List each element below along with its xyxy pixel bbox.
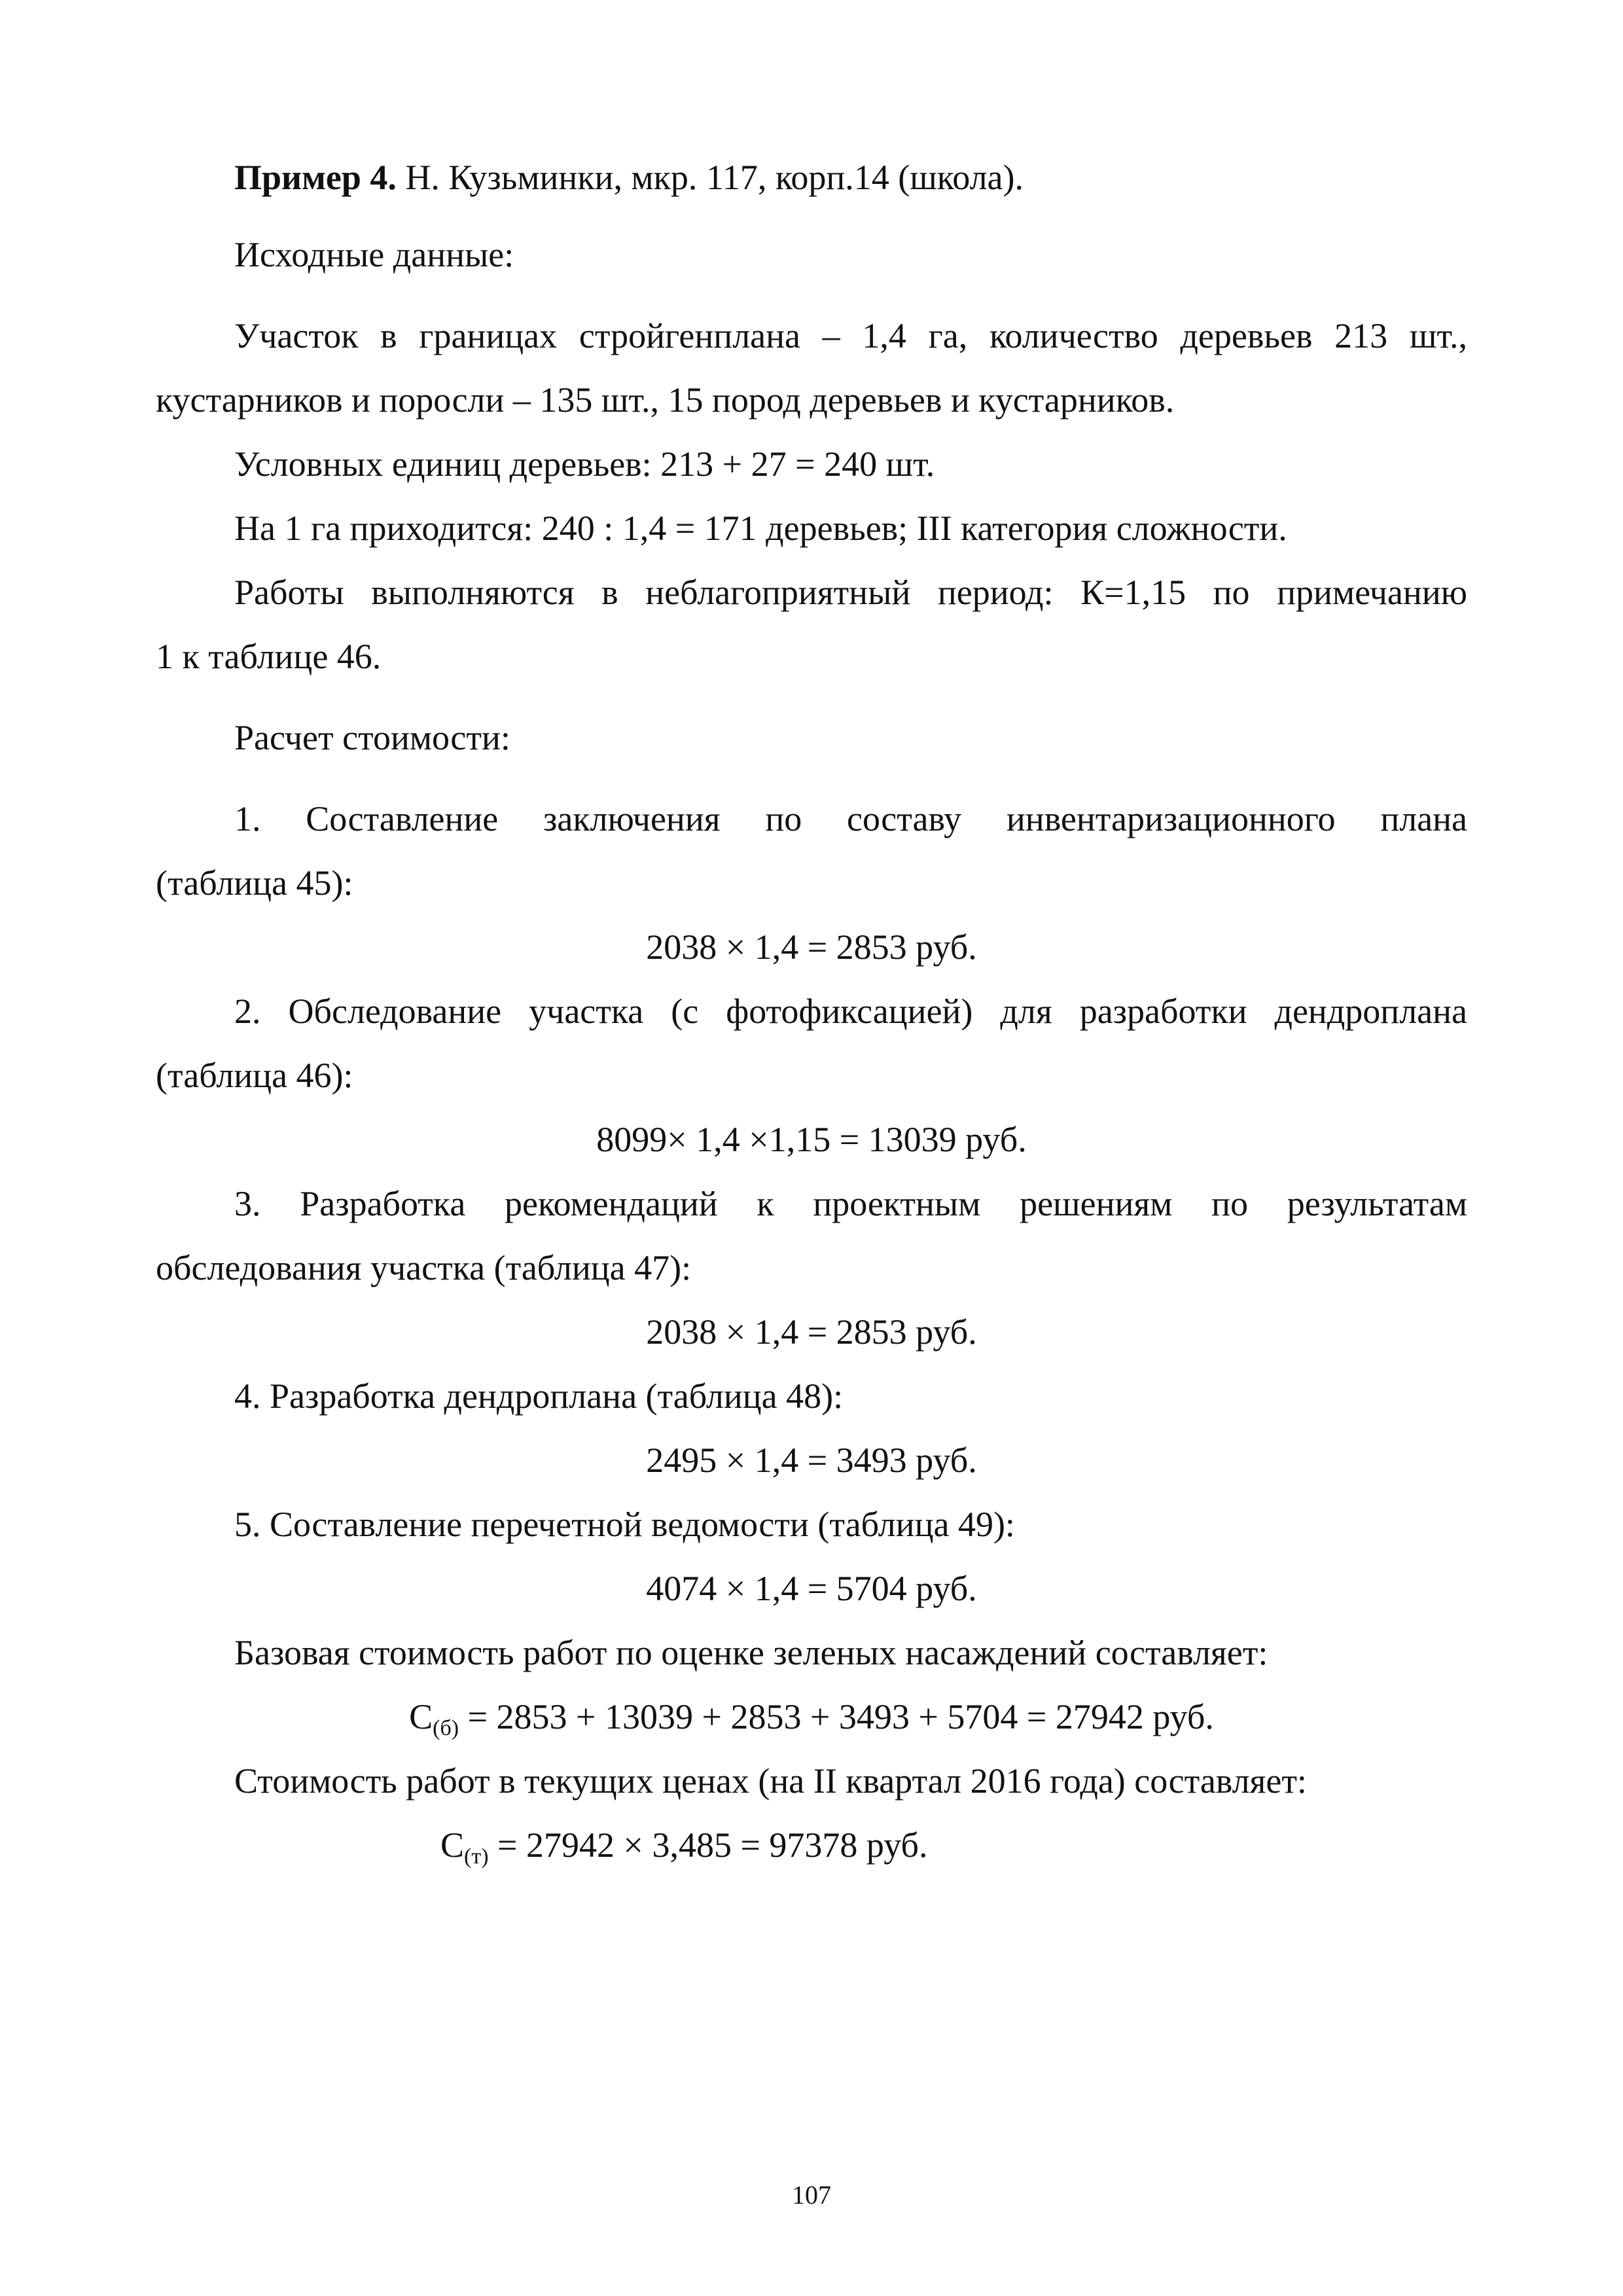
item-1-formula: 2038 × 1,4 = 2853 руб. bbox=[646, 927, 977, 967]
current-cost-text: Стоимость работ в текущих ценах (на II квартал 2016 года) составляет: bbox=[234, 1761, 1307, 1801]
base-cost-expression: = 2853 + 13039 + 2853 + 3493 + 5704 = 27942 руб. bbox=[459, 1697, 1214, 1736]
base-cost-text: Базовая стоимость работ по оценке зеленых насаждений составляет: bbox=[234, 1633, 1268, 1672]
item-1-line-1: 1. Составление заключения по составу инвентаризационного плана bbox=[234, 799, 1467, 838]
item-4-formula: 2495 × 1,4 = 3493 руб. bbox=[646, 1441, 977, 1480]
example-address: Н. Кузьминки, мкр. 117, корп.14 (школа). bbox=[405, 158, 1024, 197]
base-cost-symbol: С bbox=[409, 1697, 433, 1736]
page-number: 107 bbox=[792, 2180, 831, 2210]
period-line-2: 1 к таблице 46. bbox=[156, 637, 382, 676]
initial-data-heading: Исходные данные: bbox=[234, 235, 514, 274]
item-2-formula: 8099× 1,4 ×1,15 = 13039 руб. bbox=[596, 1120, 1027, 1159]
period-line-1: Работы выполняются в неблагоприятный период: К=1,15 по примечанию bbox=[234, 573, 1467, 612]
item-4-line-1: 4. Разработка дендроплана (таблица 48): bbox=[234, 1376, 844, 1416]
current-cost-subscript: (т) bbox=[464, 1844, 489, 1869]
density-line: На 1 га приходится: 240 : 1,4 = 171 деревьев; III категория сложности. bbox=[234, 509, 1287, 548]
conventional-units-line: Условных единиц деревьев: 213 + 27 = 240 шт. bbox=[234, 444, 935, 484]
base-cost-formula bbox=[156, 1685, 1467, 1749]
current-cost-expression: = 27942 × 3,485 = 97378 руб. bbox=[488, 1825, 928, 1865]
item-5-line-1: 5. Составление перечетной ведомости (таблица 49): bbox=[234, 1505, 1015, 1544]
calculation-heading: Расчет стоимости: bbox=[234, 718, 510, 757]
item-2-line-2: (таблица 46): bbox=[156, 1056, 353, 1095]
item-5-formula: 4074 × 1,4 = 5704 руб. bbox=[646, 1569, 977, 1608]
plot-description-line-2: кустарников и поросли – 135 шт., 15 пород деревьев и кустарников. bbox=[156, 380, 1175, 420]
item-1-line-2: (таблица 45): bbox=[156, 863, 353, 903]
base-cost-subscript: (б) bbox=[433, 1716, 459, 1740]
example-label: Пример 4. bbox=[234, 158, 397, 197]
item-2-line-1: 2. Обследование участка (с фотофиксацией) для разработки дендроплана bbox=[234, 992, 1467, 1031]
current-cost-formula bbox=[156, 1813, 1467, 1877]
page-content bbox=[156, 145, 1467, 1877]
item-3-line-2: обследования участка (таблица 47): bbox=[156, 1248, 692, 1287]
current-cost-symbol: С bbox=[440, 1825, 465, 1865]
plot-description-line-1: Участок в границах стройгенплана – 1,4 га, количество деревьев 213 шт., bbox=[234, 316, 1467, 355]
item-3-formula: 2038 × 1,4 = 2853 руб. bbox=[646, 1312, 977, 1352]
item-3-line-1: 3. Разработка рекомендаций к проектным решениям по результатам bbox=[234, 1184, 1467, 1223]
example-heading bbox=[156, 145, 1467, 209]
